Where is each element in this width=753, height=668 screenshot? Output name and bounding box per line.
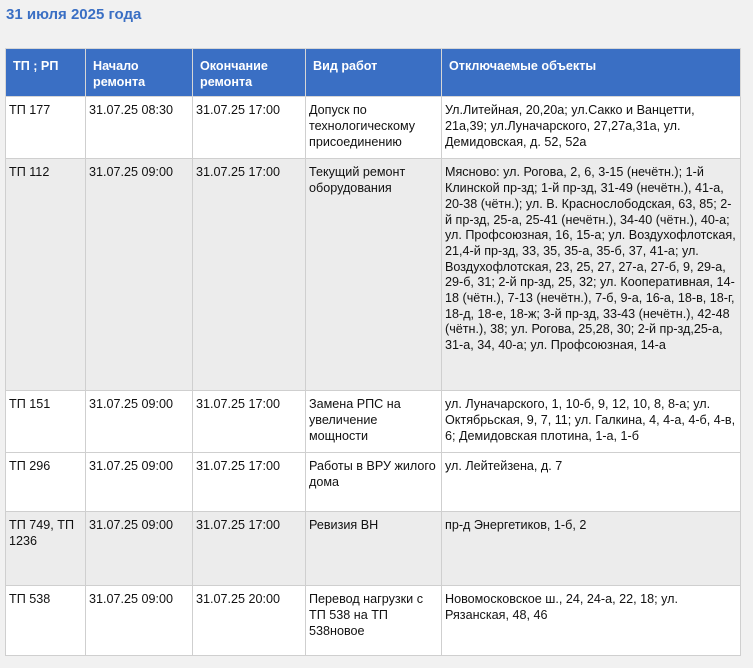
header-objects: Отключаемые объекты: [442, 49, 741, 97]
cell-objects: пр-д Энергетиков, 1-б, 2: [442, 512, 741, 586]
table-body: [6, 97, 741, 656]
cell-end: 31.07.25 17:00: [193, 453, 306, 512]
cell-tp: ТП 177: [6, 97, 86, 159]
cell-objects: Мясново: ул. Рогова, 2, 6, 3-15 (нечётн.); 1-й Клинской пр-зд; 1-й пр-зд, 31-49 (нечётн.), 41-а, 20-38 (чётн.); ул. В. Краснослободская, 63, 85; 2-й пр-зд, 25-а, 25-41 (нечётн.), 34-40 (чётн.), 40-а; ул. Профсоюзная, 16, 15-а; ул. Воздухофлотская, 21,4-й пр-зд, 33, 35, 35-а, 35-б, 37, 41-а; ул. Воздухофлотская, 23, 25, 27, 27-а, 27-б, 9, 29-а, 29-б, 31; 2-й пр-зд, 25, 32; ул. Кооперативная, 14-18 (чётн.), 7-13 (нечётн.), 7-б, 9-а, 16-а, 18-в, 18-г, 18-д, 18-е, 18-ж; 3-й пр-зд, 33-43 (нечётн.), 42-48 (чётн.), 38; ул. Рогова, 25,28, 30; 2-й пр-зд,25-а, 31-а, 34, 40-а; ул. Профсоюзная, 14-а: [442, 159, 741, 391]
outage-table: [5, 48, 741, 656]
table-header: [6, 49, 741, 97]
table-row: [6, 586, 741, 656]
header-end: Окончание ремонта: [193, 49, 306, 97]
cell-work: Перевод нагрузки с ТП 538 на ТП 538новое: [306, 586, 442, 656]
header-start: Начало ремонта: [86, 49, 193, 97]
cell-start: 31.07.25 09:00: [86, 512, 193, 586]
cell-work: Замена РПС на увеличение мощности: [306, 391, 442, 453]
table-row: [6, 159, 741, 391]
cell-work: Текущий ремонт оборудования: [306, 159, 442, 391]
table-row: [6, 391, 741, 453]
table-row: [6, 512, 741, 586]
cell-work: Ревизия ВН: [306, 512, 442, 586]
cell-end: 31.07.25 20:00: [193, 586, 306, 656]
cell-tp: ТП 749, ТП 1236: [6, 512, 86, 586]
table-row: [6, 453, 741, 512]
cell-end: 31.07.25 17:00: [193, 159, 306, 391]
cell-objects: ул. Лейтейзена, д. 7: [442, 453, 741, 512]
header-row: [6, 49, 741, 97]
date-heading: 31 июля 2025 года: [6, 6, 142, 23]
cell-start: 31.07.25 08:30: [86, 97, 193, 159]
cell-start: 31.07.25 09:00: [86, 586, 193, 656]
cell-tp: ТП 151: [6, 391, 86, 453]
cell-end: 31.07.25 17:00: [193, 391, 306, 453]
cell-start: 31.07.25 09:00: [86, 391, 193, 453]
header-work: Вид работ: [306, 49, 442, 97]
cell-start: 31.07.25 09:00: [86, 453, 193, 512]
cell-objects: ул. Луначарского, 1, 10-б, 9, 12, 10, 8, 8-а; ул. Октябрьская, 9, 7, 11; ул. Галкина, 4, 4-а, 4-б, 4-в, 6; Демидовская плотина, 1-а, 1-б: [442, 391, 741, 453]
cell-work: Работы в ВРУ жилого дома: [306, 453, 442, 512]
cell-end: 31.07.25 17:00: [193, 97, 306, 159]
cell-start: 31.07.25 09:00: [86, 159, 193, 391]
cell-work: Допуск по технологическому присоединению: [306, 97, 442, 159]
table-row: [6, 97, 741, 159]
cell-end: 31.07.25 17:00: [193, 512, 306, 586]
cell-objects: Ул.Литейная, 20,20а; ул.Сакко и Ванцетти, 21а,39; ул.Луначарского, 27,27а,31а, ул. Демидовская, д. 52, 52а: [442, 97, 741, 159]
cell-objects: Новомосковское ш., 24, 24-а, 22, 18; ул. Рязанская, 48, 46: [442, 586, 741, 656]
cell-tp: ТП 296: [6, 453, 86, 512]
cell-tp: ТП 538: [6, 586, 86, 656]
cell-tp: ТП 112: [6, 159, 86, 391]
header-tp: ТП ; РП: [6, 49, 86, 97]
